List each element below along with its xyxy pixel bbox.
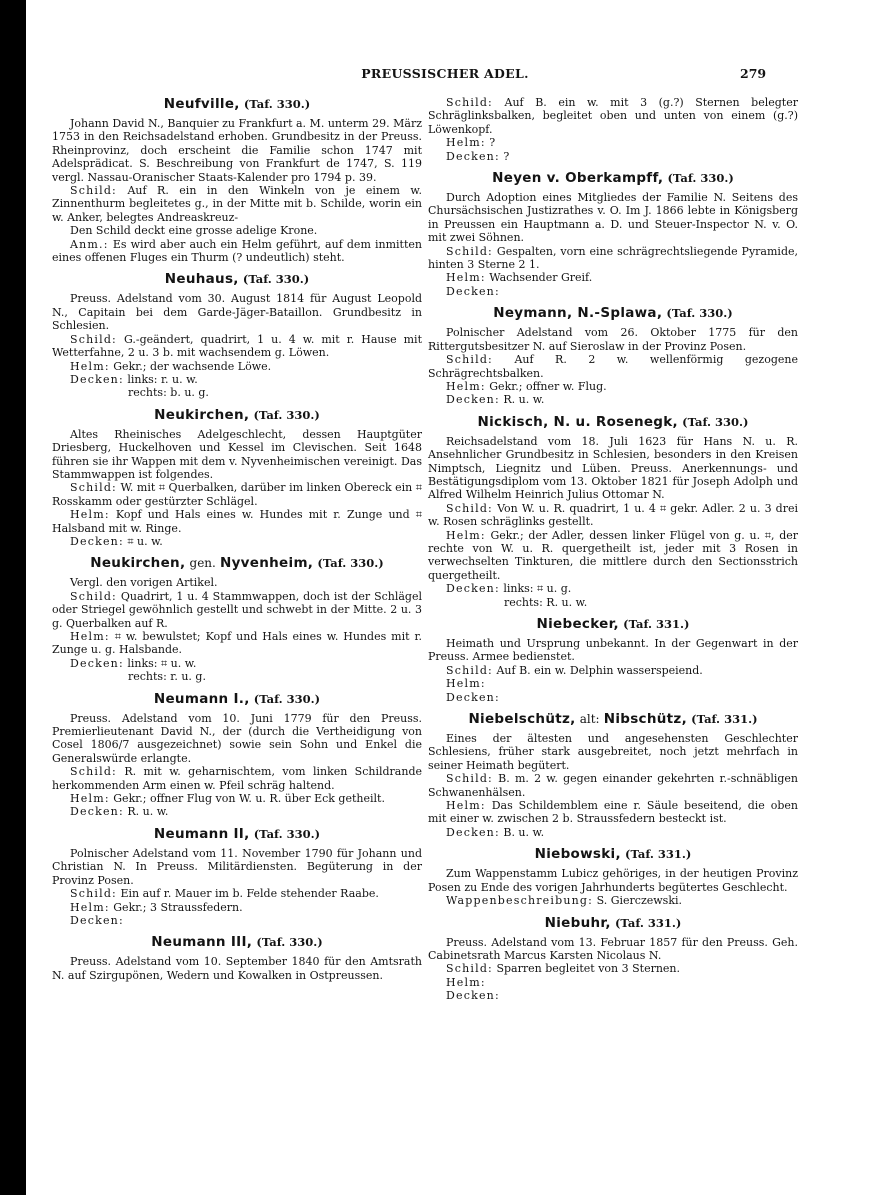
blazon-value: rechts: R. u. w. [504,595,588,609]
entry-heading [428,414,798,431]
blazon-line [52,901,422,914]
entry-name: Neyen v. Oberkampff, [492,170,664,187]
entry-name: Neumann III, [151,934,253,951]
entry-name: Neymann, N.-Splawa, [493,305,663,322]
blazon-line [52,765,422,792]
blazon-label: Decken: [70,805,124,819]
entry [52,934,422,982]
blazon-label: Schild: [446,663,493,677]
entry-heading [52,96,422,113]
entry [428,616,798,704]
blazon-label: Decken: [446,825,500,839]
blazon-line [52,508,422,535]
entry-text: Preuss. Adelstand vom 10. September 1840 für den Amtsrath N. auf Szirgupönen, Wedern und Kowalken in Ostpreussen. [52,955,422,982]
blazon-line [428,380,798,393]
blazon-label: Helm: [446,799,486,813]
blazon-line [428,826,798,839]
blazon-value: B. u. w. [503,825,545,839]
entry-name: Neumann II, [153,825,250,842]
entry-name: Neukirchen, [90,555,186,572]
entry-text: Altes Rheinisches Adelgeschlecht, dessen Hauptgüter Driesberg, Huckelhoven und Kessel im Clevischen. Seit 1648 führen sie ihr Wappen mit dem v. Nyvenheimischen vereinigt. Das Stammwappen ist folgendes. [52,427,422,481]
blazon-label: Anm.: [70,237,109,251]
blazon-label: Helm: [446,528,486,542]
blazon-value: S. Gierczewski. [596,894,682,908]
entry-text: Durch Adoption eines Mitgliedes der Familie N. Seitens des Chursächsischen Justizrathes v. O. Im J. 1866 lebte in Königsberg in Preussen ein Hauptmann a. D. und Steuer-Inspector N. v. O. mit zwei Söhnen. [428,191,798,245]
entry-heading [52,555,422,572]
blazon-label: Helm: [446,136,486,150]
blazon-label: Schild: [70,332,117,346]
blazon-line [52,590,422,630]
entry-text: Zum Wappenstamm Lubicz gehöriges, in der heutigen Provinz Posen zu Ende des vorigen Jahrhunderts begütertes Geschlecht. [428,867,798,894]
entry-text: Heimath und Ursprung unbekannt. In der Gegenwart in der Preuss. Armee bedienstet. [428,637,798,664]
blazon-value: Gekr.; der wachsende Löwe. [113,359,272,373]
entry-text: Johann David N., Banquier zu Frankfurt a. M. unterm 29. März 1753 in den Reichsadelstand erhoben. Grundbesitz in der Preuss. Rheinprovinz, doch erscheint die Familie schon 1747 mit Adelsprädicat. S. Beschreibung von Frankfurt de 1747, S. 119 vergl. Nassau-Oranischer Staats-Kalender pro 1794 p. 39. [52,117,422,184]
blazon-label: Decken: [446,284,500,298]
entry [52,691,422,819]
blazon-value: Es wird aber auch ein Helm geführt, auf dem inmitten eines offenen Fluges ein Thurm (? undeutlich) steht. [52,237,422,265]
blazon-line [428,245,798,272]
blazon-value: Gekr.; offner w. Flug. [489,379,607,393]
entry [52,271,422,399]
blazon-label: Helm: [70,792,110,806]
blazon-label: Schild: [446,501,493,515]
blazon-value: Den Schild deckt eine grosse adelige Krone. [70,224,318,238]
entry-plate-ref: (Taf. 330.) [253,407,320,422]
blazon-value: W. mit ⌗ Querbalken, darüber im linken Obereck ein ⌗ Rosskamm oder gestürzter Schlägel. [52,481,422,508]
entry [428,915,798,1003]
blazon-line [428,136,798,149]
blazon-value: G.-geändert, quadrirt, 1 u. 4 w. mit r. Hause mit Wetterfahne, 2 u. 3 b. mit wachsendem g. Löwen. [52,332,422,360]
blazon-line [428,664,798,677]
entry-heading [428,915,798,932]
blazon-label: Helm: [446,379,486,393]
blazon-label: Helm: [70,900,110,914]
entry-plate-ref: (Taf. 330.) [682,414,749,429]
entry-plate-ref: (Taf. 330.) [243,97,311,111]
blazon-line [52,238,422,265]
entry-plate-ref: (Taf. 330.) [253,691,321,706]
blazon-label: Helm: [70,630,110,643]
entry-text: Reichsadelstand vom 18. Juli 1623 für Hans N. u. R. Ansehnlicher Grundbesitz in Schlesien, besonders in den Kreisen Nimptsch, Liegnitz und Lüben. Preuss. Anerkennungs- und Bestätigungsdiplom vom 13. Oktober 1821 für Joseph Adolph und Alfred Wilhelm Heinrich Julius Ottomar N. [428,434,798,502]
blazon-line [428,582,798,595]
blazon-line [428,96,798,136]
entry-name-connector: alt: [579,712,600,727]
entry-text: Polnischer Adelstand vom 11. November 1790 für Johann und Christian N. In Preuss. Militärdiensten. Begüterung in der Provinz Posen. [52,846,422,887]
blazon-value: links: r. u. w. [127,372,198,386]
blazon-value: ⌗ u. w. [127,534,163,548]
blazon-line [428,285,798,298]
blazon-value: Sparren begleitet von 3 Sternen. [496,962,681,976]
entry-plate-ref: (Taf. 330.) [666,306,733,321]
entry-name: Niebuhr, [544,914,611,931]
entry [428,170,798,298]
entry-heading [428,616,798,633]
blazon-value: Kopf und Hals eines w. Hundes mit r. Zunge und ⌗ Halsband mit w. Ringe. [52,508,422,535]
blazon-value: rechts: b. u. g. [128,386,209,400]
blazon-label: Decken: [446,989,500,1003]
blazon-line [52,792,422,805]
blazon-label: Schild: [446,96,493,109]
blazon-value: Gekr.; offner Flug von W. u. R. über Eck getheilt. [113,792,385,806]
blazon-value: Gekr.; 3 Straussfedern. [113,900,243,914]
entry-heading [428,846,798,863]
blazon-value: ? [503,149,510,163]
blazon-label: Decken: [446,393,500,407]
entry-plate-ref: (Taf. 330.) [242,272,310,287]
blazon-value: Quadrirt, 1 u. 4 Stammwappen, doch ist der Schlägel oder Striegel gewöhnlich gestellt und schwebt in der Mitte. 2 u. 3 g. Querbalken auf R. [52,589,422,630]
entry-name: Neuhaus, [164,271,239,288]
blazon-value: R. mit w. geharnischtem, vom linken Schildrande herkommenden Arm einen w. Pfeil schräg haltend. [52,765,422,792]
entry-name: Niebecker, [536,616,619,632]
entry-heading [52,691,422,708]
entry [52,96,422,264]
right-column [428,96,798,1010]
running-header: PREUSSISCHER ADEL. [361,66,529,81]
blazon-line [428,271,798,284]
blazon-line [428,962,798,975]
blazon-line [52,386,422,399]
blazon-line [428,772,798,799]
entry-heading [428,170,798,187]
blazon-value: ⌗ w. bewulstet; Kopf und Hals eines w. Hundes mit r. Zunge u. g. Halsbande. [52,630,423,657]
blazon-line [52,887,422,900]
entry [428,305,798,406]
scan-edge-bar [0,0,26,1195]
entry [428,96,798,163]
blazon-label: Schild: [70,481,117,495]
blazon-value: Auf R. 2 w. wellenförmig gezogene Schrägrechtsbalken. [428,353,798,380]
blazon-line [428,799,798,826]
blazon-value: Gekr.; der Adler, dessen linker Flügel von g. u. ⌗, der rechte von W. u. R. quergetheilt ist, jeder mit 3 Rosen in verwechselten Tinkturen, die mittlere durch den Sectionsstrich quergetheilt. [428,528,798,582]
blazon-line [52,670,422,683]
entry-plate-ref: (Taf. 330.) [256,935,323,950]
blazon-label: Schild: [446,962,493,976]
blazon-value: links: ⌗ u. w. [127,656,197,670]
blazon-value: R. u. w. [127,805,169,819]
blazon-value: B. m. 2 w. gegen einander gekehrten r.-schnäbligen Schwanenhälsen. [428,772,798,799]
entry [428,711,798,839]
blazon-line [52,805,422,818]
blazon-line [428,976,798,989]
blazon-line [52,224,422,237]
blazon-line [52,373,422,386]
blazon-label: Helm: [446,677,486,691]
blazon-label: Helm: [70,359,110,373]
blazon-line [52,333,422,360]
entry-heading [52,934,422,951]
entry-heading [428,711,798,728]
blazon-value: Gespalten, vorn eine schrägrechtsliegende Pyramide, hinten 3 Sterne 2 1. [428,244,798,272]
entry-name-alt: Nyvenheim, [219,555,314,572]
entry-plate-ref: (Taf. 331.) [623,617,690,631]
blazon-line [428,691,798,704]
entry-text: Eines der ältesten und angesehensten Geschlechter Schlesiens, früher stark ausgebreitet, noch jetzt mehrfach in seiner Heimath begütert. [428,732,798,772]
entry-name: Nickisch, N. u. Rosenegk, [477,413,678,430]
blazon-value: Das Schildemblem eine r. Säule beseitend, die oben mit einer w. zwischen 2 b. Straussfedern besteckt ist. [428,799,799,826]
blazon-line [52,535,422,548]
entry-name: Neufville, [163,96,240,112]
blazon-label: Decken: [446,582,500,596]
entry-plate-ref: (Taf. 331.) [691,712,758,727]
entry-text: Preuss. Adelstand vom 13. Februar 1857 für den Preuss. Geh. Cabinetsrath Marcus Karsten Nicolaus N. [428,935,798,962]
blazon-line [52,657,422,670]
blazon-line [428,502,798,529]
blazon-label: Schild: [70,887,117,901]
entry-name: Neumann I., [153,690,250,707]
blazon-value: links: ⌗ u. g. [503,582,572,596]
entry-text: Preuss. Adelstand vom 10. Juni 1779 für den Preuss. Premierlieutenant David N., der (durch die Vertheidigung von Cosel 1806/7 ausgezeichnet) sowie sein Sohn und Enkel die Generalswürde erlangte. [52,711,422,765]
blazon-line [428,150,798,163]
entry-heading [52,271,422,288]
entry-plate-ref: (Taf. 330.) [253,826,321,841]
blazon-line [52,914,422,927]
entry-text: Preuss. Adelstand vom 30. August 1814 für August Leopold N., Capitain bei dem Garde-Jäger-Bataillon. Grundbesitz in Schlesien. [52,292,422,333]
blazon-label: Schild: [70,184,117,198]
blazon-label: Decken: [446,690,500,704]
entry-name: Neukirchen, [154,406,250,423]
blazon-label: Helm: [446,975,486,989]
blazon-value: rechts: r. u. g. [128,670,206,684]
entry-plate-ref: (Taf. 330.) [667,171,734,186]
blazon-value: Auf B. ein w. mit 3 (g.?) Sternen belegter Schräglinksbalken, begleitet oben und unten von einem (g.?) Löwenkopf. [428,96,798,136]
entry-name-connector: gen. [189,556,216,571]
blazon-line [428,894,798,907]
blazon-line [52,360,422,373]
blazon-value: ? [489,136,496,150]
entry-plate-ref: (Taf. 330.) [317,556,384,571]
entry [52,407,422,549]
blazon-value: Auf R. ein in den Winkeln von je einem w. Zinnenthurm begleitetes g., in der Mitte mit b. Schilde, worin ein w. Anker, belegtes Andreaskreuz- [52,184,422,224]
blazon-label: Decken: [70,534,124,548]
blazon-value: R. u. w. [503,393,545,407]
blazon-label: Decken: [70,913,124,927]
blazon-label: Schild: [446,353,493,367]
blazon-line [428,677,798,690]
blazon-label: Schild: [70,589,117,603]
entry-text: Vergl. den vorigen Artikel. [70,576,218,590]
entry [52,555,422,683]
blazon-label: Helm: [70,508,110,522]
entry-plate-ref: (Taf. 331.) [625,847,692,862]
blazon-value: Auf B. ein w. Delphin wasserspeiend. [496,663,703,677]
blazon-value: Ein auf r. Mauer im b. Felde stehender Raabe. [120,887,379,901]
blazon-label: Decken: [446,149,500,163]
page-number: 279 [740,66,767,81]
entry [428,846,798,907]
blazon-label: Wappenbeschreibung: [446,894,594,908]
blazon-label: Schild: [70,765,117,779]
entry-name: Niebowski, [534,846,621,863]
entry-heading [428,305,798,322]
blazon-line [52,184,422,224]
entry-name: Niebelschütz, [468,711,576,728]
blazon-label: Decken: [70,372,124,386]
entry-heading [52,826,422,843]
blazon-line [52,481,422,508]
blazon-line [428,989,798,1002]
blazon-label: Schild: [446,772,493,786]
blazon-value: Von W. u. R. quadrirt, 1 u. 4 ⌗ gekr. Adler. 2 u. 3 drei w. Rosen schräglinks gestellt. [428,501,799,529]
blazon-line [52,630,422,657]
blazon-value: Wachsender Greif. [489,271,593,285]
entry-text: Polnischer Adelstand vom 26. Oktober 1775 für den Rittergutsbesitzer N. auf Sieroslaw in der Provinz Posen. [428,326,798,353]
entry [428,414,798,609]
entry [52,826,422,927]
entry-heading [52,407,422,424]
blazon-label: Decken: [70,656,124,670]
blazon-line [428,353,798,380]
entry-plate-ref: (Taf. 331.) [614,915,682,930]
blazon-label: Schild: [446,244,493,258]
blazon-label: Helm: [446,271,486,285]
blazon-line [428,393,798,406]
blazon-line [428,596,798,609]
entry-name-alt: Nibschütz, [603,711,688,728]
left-column [52,96,422,989]
blazon-line [428,529,798,583]
